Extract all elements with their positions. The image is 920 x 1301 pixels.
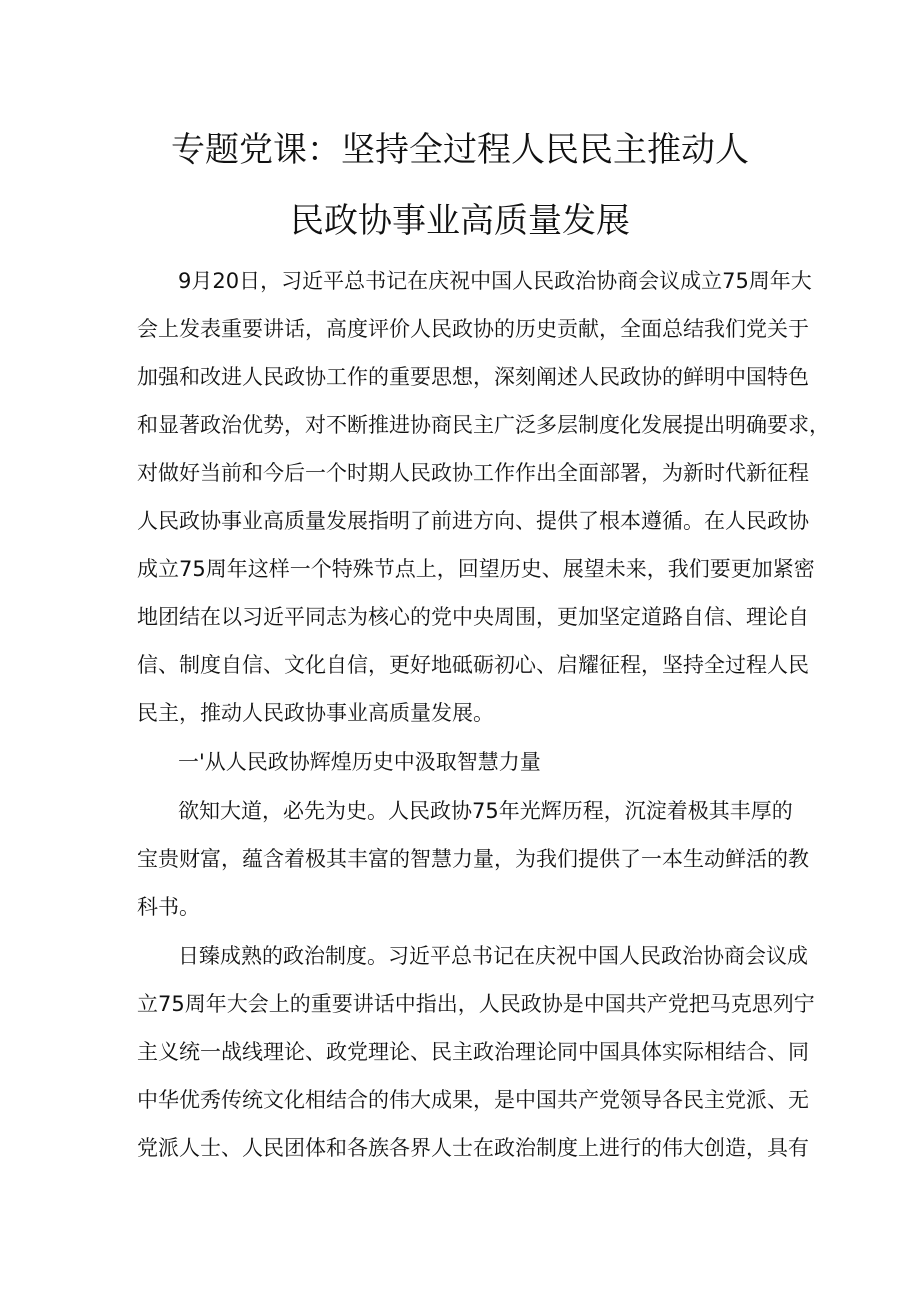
section-heading-1: 一'从人民政协辉煌历史中汲取智慧力量: [178, 750, 541, 774]
paragraph-intro-line: 和显著政治优势，对不断推进协商民主广泛多层制度化发展提出明确要求，: [137, 413, 830, 437]
paragraph-system-line: 立75周年大会上的重要讲话中指出，人民政协是中国共产党把马克思列宁: [137, 992, 815, 1016]
paragraph-intro-line: 加强和改进人民政协工作的重要思想，深刻阐述人民政协的鲜明中国特色: [137, 365, 809, 389]
paragraph-intro-line: 人民政协事业高质量发展指明了前进方向、提供了根本遵循。在人民政协: [137, 509, 809, 533]
title-line-1: 专题党课：坚持全过程人民民主推动人: [171, 130, 749, 170]
paragraph-system-line: 主义统一战线理论、政党理论、民主政治理论同中国具体实际相结合、同: [137, 1040, 809, 1064]
paragraph-system-line: 中华优秀传统文化相结合的伟大成果，是中国共产党领导各民主党派、无: [137, 1088, 809, 1112]
paragraph-intro-line: 会上发表重要讲话，高度评价人民政协的历史贡献，全面总结我们党关于: [137, 317, 809, 341]
paragraph-system-line: 日臻成熟的政治制度。习近平总书记在庆祝中国人民政治协商会议成: [178, 944, 808, 968]
paragraph-intro-line: 信、制度自信、文化自信，更好地砥砺初心、启耀征程，坚持全过程人民: [137, 653, 809, 677]
paragraph-intro-line: 成立75周年这样一个特殊节点上，回望历史、展望未来，我们要更加紧密: [137, 557, 815, 581]
title-line-2: 民政协事业高质量发展: [290, 201, 630, 241]
paragraph-intro-line: 地团结在以习近平同志为核心的党中央周围，更加坚定道路自信、理论自: [137, 605, 809, 629]
paragraph-intro-line: 9月20日，习近平总书记在庆祝中国人民政治协商会议成立75周年大: [178, 269, 812, 293]
paragraph-history-line: 科书。: [137, 895, 200, 919]
paragraph-intro-line: 民主，推动人民政协事业高质量发展。: [137, 701, 494, 725]
paragraph-intro-line: 对做好当前和今后一个时期人民政协工作作出全面部署，为新时代新征程: [137, 461, 809, 485]
paragraph-history-line: 宝贵财富，蕴含着极其丰富的智慧力量，为我们提供了一本生动鲜活的教: [137, 847, 809, 871]
paragraph-system-line: 党派人士、人民团体和各族各界人士在政治制度上进行的伟大创造，具有: [137, 1136, 809, 1160]
paragraph-history-line: 欲知大道，必先为史。人民政协75年光辉历程，沉淀着极其丰厚的: [178, 799, 793, 823]
